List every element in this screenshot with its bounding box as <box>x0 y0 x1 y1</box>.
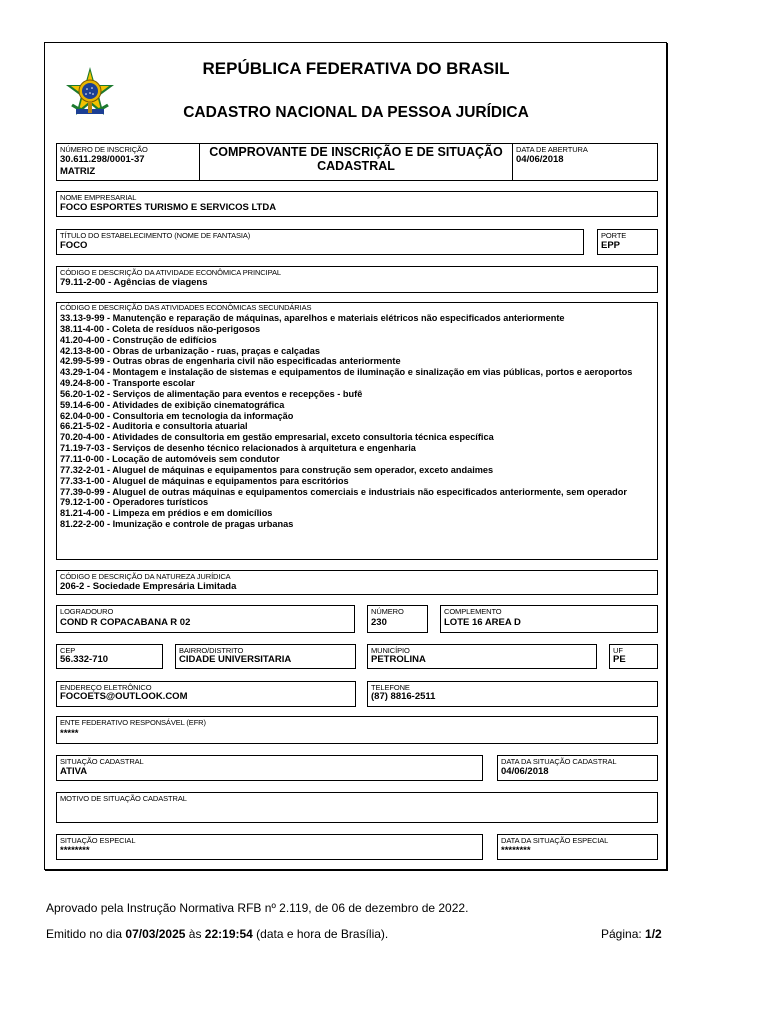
list-item: 42.99-5-99 - Outras obras de engenharia civil não especificadas anteriormente <box>60 356 401 367</box>
situacao-especial-value: ******** <box>60 845 90 856</box>
cep-label: CEP <box>60 646 76 655</box>
porte-label: PORTE <box>601 231 627 240</box>
telefone-value: (87) 8816-2511 <box>371 691 436 702</box>
municipio-value: PETROLINA <box>371 654 426 665</box>
motivo-box <box>56 792 658 823</box>
nome-empresarial-label: NOME EMPRESARIAL <box>60 193 137 202</box>
list-item: 81.21-4-00 - Limpeza em prédios e em domicílios <box>60 508 273 519</box>
cep-box <box>56 644 163 669</box>
inscricao-type: MATRIZ <box>60 166 96 177</box>
situacao-label: SITUAÇÃO CADASTRAL <box>60 757 144 766</box>
page-number: Página: 1/2 <box>601 927 662 941</box>
list-item: 77.39-0-99 - Aluguel de outras máquinas e equipamentos comerciais e industriais não especificados anteriormente, sem operador <box>60 486 627 497</box>
list-item: 71.19-7-03 - Serviços de desenho técnico relacionados à arquitetura e engenharia <box>60 443 416 454</box>
motivo-label: MOTIVO DE SITUAÇÃO CADASTRAL <box>60 794 187 803</box>
bairro-value: CIDADE UNIVERSITARIA <box>179 654 292 665</box>
telefone-box <box>367 681 658 707</box>
uf-value: PE <box>613 654 626 665</box>
cep-value: 56.332-710 <box>60 654 109 665</box>
comprovante-title: COMPROVANTE DE INSCRIÇÃO E DE SITUAÇÃO CADASTRAL <box>209 145 503 173</box>
porte-value: EPP <box>601 240 621 251</box>
data-situacao-box <box>497 755 658 781</box>
natureza-juridica-box <box>56 570 658 595</box>
list-item: 66.21-5-02 - Auditoria e consultoria atuarial <box>60 421 248 432</box>
atividades-secundarias-label: CÓDIGO E DESCRIÇÃO DAS ATIVIDADES ECONÔMICAS SECUNDÁRIAS <box>60 303 312 312</box>
complemento-label: COMPLEMENTO <box>444 607 502 616</box>
data-situacao-label: DATA DA SITUAÇÃO CADASTRAL <box>501 757 617 766</box>
natureza-juridica-label: CÓDIGO E DESCRIÇÃO DA NATUREZA JURÍDICA <box>60 572 231 581</box>
list-item: 42.13-8-00 - Obras de urbanização - ruas, praças e calçadas <box>60 345 320 356</box>
brazil-coat-of-arms-icon <box>62 65 118 121</box>
natureza-juridica-value: 206-2 - Sociedade Empresária Limitada <box>60 581 237 592</box>
fantasia-label: TÍTULO DO ESTABELECIMENTO (NOME DE FANTASIA) <box>60 231 251 240</box>
logradouro-value: COND R COPACABANA R 02 <box>60 617 191 628</box>
numero-value: 230 <box>371 617 387 628</box>
list-item: 81.22-2-00 - Imunização e controle de pragas urbanas <box>60 519 294 530</box>
list-item: 49.24-8-00 - Transporte escolar <box>60 378 195 389</box>
email-label: ENDEREÇO ELETRÔNICO <box>60 683 152 692</box>
fantasia-box <box>56 229 584 255</box>
list-item: 59.14-6-00 - Atividades de exibição cinematográfica <box>60 399 285 410</box>
page-title: REPÚBLICA FEDERATIVA DO BRASIL <box>202 59 510 78</box>
atividades-secundarias-box <box>56 302 658 560</box>
list-item: 38.11-4-00 - Coleta de resíduos não-perigosos <box>60 323 261 334</box>
uf-label: UF <box>613 646 623 655</box>
list-item: 77.32-2-01 - Aluguel de máquinas e equipamentos para construção sem operador, exceto andaimes <box>60 464 494 475</box>
email-box <box>56 681 356 707</box>
telefone-label: TELEFONE <box>371 683 410 692</box>
email-value: FOCOETS@OUTLOOK.COM <box>60 691 188 702</box>
list-item: 62.04-0-00 - Consultoria em tecnologia da informação <box>60 410 294 421</box>
bairro-label: BAIRRO/DISTRITO <box>179 646 244 655</box>
logradouro-box <box>56 605 355 633</box>
list-item: 41.20-4-00 - Construção de edifícios <box>60 334 217 345</box>
situacao-box <box>56 755 483 781</box>
list-item: 79.12-1-00 - Operadores turísticos <box>60 497 209 508</box>
list-item: 77.11-0-00 - Locação de automóveis sem condutor <box>60 453 280 464</box>
data-situacao-especial-box <box>497 834 658 860</box>
numero-label: NÚMERO <box>371 607 404 616</box>
situacao-value: ATIVA <box>60 766 88 777</box>
atividades-secundarias-list <box>60 313 658 530</box>
efr-box <box>56 716 658 744</box>
abertura-value: 04/06/2018 <box>516 154 564 165</box>
complemento-value: LOTE 16 AREA D <box>444 617 521 628</box>
data-situacao-value: 04/06/2018 <box>501 766 549 777</box>
list-item: 77.33-1-00 - Aluguel de máquinas e equipamentos para escritórios <box>60 475 349 486</box>
aprovado-text: Aprovado pela Instrução Normativa RFB nº 2.119, de 06 de dezembro de 2022. <box>46 901 469 915</box>
efr-value: ***** <box>60 728 79 739</box>
inscricao-label: NÚMERO DE INSCRIÇÃO <box>60 145 148 154</box>
list-item: 70.20-4-00 - Atividades de consultoria em gestão empresarial, exceto consultoria técnica específica <box>60 432 494 443</box>
nome-empresarial-box <box>56 191 658 217</box>
list-item: 43.29-1-04 - Montagem e instalação de sistemas e equipamentos de iluminação e sinalização em vias públicas, portos e aeroportos <box>60 367 633 378</box>
data-situacao-especial-label: DATA DA SITUAÇÃO ESPECIAL <box>501 836 609 845</box>
logradouro-label: LOGRADOURO <box>60 607 114 616</box>
municipio-label: MUNICÍPIO <box>371 646 410 655</box>
atividade-principal-label: CÓDIGO E DESCRIÇÃO DA ATIVIDADE ECONÔMICA PRINCIPAL <box>60 268 281 277</box>
fantasia-value: FOCO <box>60 240 88 251</box>
inscricao-number: 30.611.298/0001-37 <box>60 154 145 165</box>
uf-box <box>609 644 658 669</box>
situacao-especial-box <box>56 834 483 860</box>
complemento-box <box>440 605 658 633</box>
situacao-especial-label: SITUAÇÃO ESPECIAL <box>60 836 136 845</box>
porte-box <box>597 229 658 255</box>
emitido-text: Emitido no dia 07/03/2025 às 22:19:54 (data e hora de Brasília). <box>46 927 389 941</box>
page-subtitle: CADASTRO NACIONAL DA PESSOA JURÍDICA <box>183 104 529 121</box>
municipio-box <box>367 644 597 669</box>
list-item: 56.20-1-02 - Serviços de alimentação para eventos e recepções - bufê <box>60 388 363 399</box>
bairro-box <box>175 644 356 669</box>
atividade-principal-value: 79.11-2-00 - Agências de viagens <box>60 277 208 288</box>
abertura-label: DATA DE ABERTURA <box>516 145 588 154</box>
nome-empresarial-value: FOCO ESPORTES TURISMO E SERVICOS LTDA <box>60 202 277 213</box>
numero-box <box>367 605 428 633</box>
list-item: 33.13-9-99 - Manutenção e reparação de máquinas, aparelhos e materiais elétricos não especificados anteriormente <box>60 313 565 323</box>
atividade-principal-box <box>56 266 658 293</box>
efr-label: ENTE FEDERATIVO RESPONSÁVEL (EFR) <box>60 718 206 727</box>
data-situacao-especial-value: ******** <box>501 845 531 856</box>
